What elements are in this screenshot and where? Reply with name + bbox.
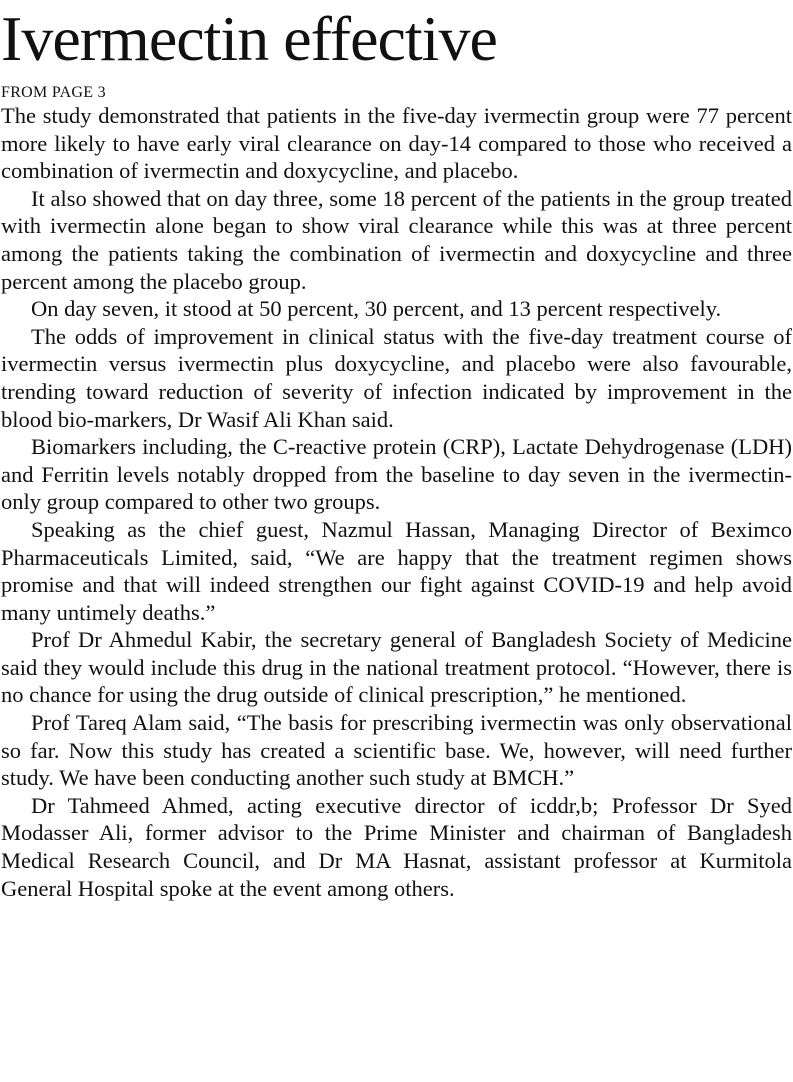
- paragraph: On day seven, it stood at 50 percent, 30 percent, and 13 percent respectively.: [31, 296, 722, 322]
- jump-line: FROM PAGE 3: [1, 84, 106, 101]
- article-body: [1, 102, 792, 902]
- paragraph: Dr Tahmeed Ahmed, acting executive director of icddr,b; Professor Dr Syed Modasser Ali, former advisor to the Prime Minister and chairman of Bangladesh Medical Research Council, and Dr MA Hasnat, assistant professor at Kurmitola General Hospital spoke at the event among others.: [1, 792, 792, 901]
- paragraph: The study demonstrated that patients in the five-day ivermectin group were 77 percent more likely to have early viral clearance on day-14 compared to those who received a combination of ivermectin and doxycycline, and placebo.: [1, 103, 792, 184]
- headline: Ivermectin effective: [1, 3, 497, 74]
- paragraph: Speaking as the chief guest, Nazmul Hassan, Managing Director of Beximco Pharmaceuticals Limited, said, “We are happy that the treatment regimen shows promise and that will indeed strengthen our fight against COVID-19 and help avoid many untimely deaths.”: [1, 516, 792, 625]
- paragraph: Prof Tareq Alam said, “The basis for prescribing ivermectin was only observational so far. Now this study has created a scientific base. We, however, will need further study. We have been conducting another such study at BMCH.”: [1, 710, 792, 791]
- paragraph: The odds of improvement in clinical status with the five-day treatment course of ivermectin versus ivermectin plus doxycycline, and placebo were also favourable, trending toward reduction of severity of infection indicated by improvement in the blood bio-markers, Dr Wasif Ali Khan said.: [1, 323, 792, 432]
- paragraph: Biomarkers including, the C-reactive protein (CRP), Lactate Dehydrogenase (LDH) and Ferritin levels notably dropped from the baseline to day seven in the ivermectin-only group compared to other two groups.: [1, 434, 792, 515]
- paragraph: It also showed that on day three, some 18 percent of the patients in the group treated with ivermectin alone began to show viral clearance while this was at three percent among the patients taking the combination of ivermectin and doxycycline and three percent among the placebo group.: [1, 185, 792, 294]
- paragraph: Prof Dr Ahmedul Kabir, the secretary general of Bangladesh Society of Medicine said they would include this drug in the national treatment protocol. “However, there is no chance for using the drug outside of clinical prescription,” he mentioned.: [1, 627, 792, 708]
